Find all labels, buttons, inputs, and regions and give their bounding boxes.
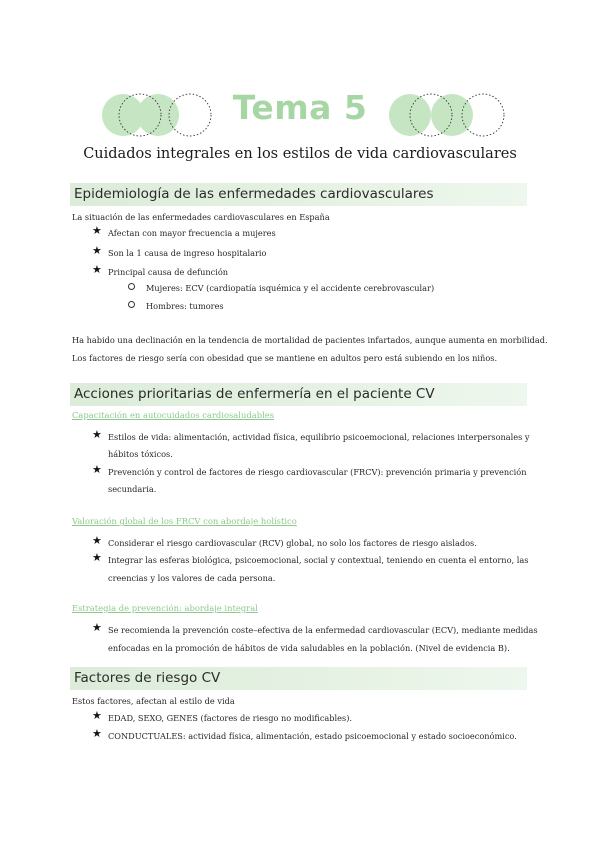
list-item: CONDUCTUALES: actividad física, alimentación, estado psicoemocional y estado socioeconómico. [108, 731, 517, 741]
list-item: Afectan con mayor frecuencia a mujeres [108, 228, 276, 238]
section-heading: Acciones prioritarias de enfermería en el paciente CV [74, 386, 435, 402]
paragraph-line: Los factores de riesgo sería con obesidad que se mantiene en adultos pero está subiendo en los niños. [72, 353, 498, 363]
section-banner-acciones [70, 383, 527, 406]
list-item: Integrar las esferas biológica, psicoemocional, social y contextual, teniendo en cuenta el entorno, las [108, 555, 529, 565]
list-item-continuation: creencias y los valores de cada persona. [108, 573, 276, 583]
star-bullet-icon: ★ [92, 224, 102, 237]
star-bullet-icon: ★ [92, 534, 102, 547]
sub-list-item: Mujeres: ECV (cardiopatía isquémica y el accidente cerebrovascular) [146, 283, 435, 293]
list-item: Considerar el riesgo cardiovascular (RCV) global, no solo los factores de riesgo aislados. [108, 538, 477, 548]
section-heading: Epidemiología de las enfermedades cardiovasculares [74, 186, 434, 202]
list-item-continuation: enfocadas en la promoción de hábitos de vida saludables en la población. (Nivel de evidencia B). [108, 643, 510, 653]
list-item: Estilos de vida: alimentación, actividad física, equilibrio psicoemocional, relaciones interpersonales y [108, 432, 530, 442]
list-item: Se recomienda la prevención coste–efectiva de la enfermedad cardiovascular (ECV), mediante medidas [108, 625, 538, 635]
page-subtitle: Cuidados integrales en los estilos de vida cardiovasculares [83, 146, 517, 162]
star-bullet-icon: ★ [92, 244, 102, 257]
section-intro: Estos factores, afectan al estilo de vida [72, 696, 235, 706]
subsection-title: Estrategia de prevención: abordaje integral [72, 603, 258, 613]
list-item: EDAD, SEXO, GENES (factores de riesgo no modificables). [108, 713, 353, 723]
circle-bullet-icon [128, 283, 135, 290]
list-item: Principal causa de defunción [108, 267, 229, 277]
section-heading: Factores de riesgo CV [74, 670, 221, 686]
sub-list-item: Hombres: tumores [146, 301, 224, 311]
paragraph-line: Ha habido una declinación en la tendencia de mortalidad de pacientes infartados, aunque aumenta en morbilidad. [72, 335, 548, 345]
star-bullet-icon: ★ [92, 428, 102, 441]
star-bullet-icon: ★ [92, 463, 102, 476]
list-item-continuation: hábitos tóxicos. [108, 449, 173, 459]
star-bullet-icon: ★ [92, 551, 102, 564]
section-banner-factores [70, 667, 527, 690]
section-intro: La situación de las enfermedades cardiovasculares en España [72, 212, 330, 222]
subsection-title: Valoración global de los FRCV con abordaje holístico [72, 516, 297, 526]
subsection-title: Capacitación en autocuidados cardiosaludables [72, 410, 275, 420]
section-banner-epidemiologia [70, 183, 527, 206]
circle-bullet-icon [128, 301, 135, 308]
star-bullet-icon: ★ [92, 621, 102, 634]
list-item: Son la 1 causa de ingreso hospitalario [108, 248, 267, 258]
page-title: Tema 5 [232, 88, 368, 127]
list-item: Prevención y control de factores de riesgo cardiovascular (FRCV): prevención primaria y prevención [108, 467, 527, 477]
star-bullet-icon: ★ [92, 727, 102, 740]
star-bullet-icon: ★ [92, 709, 102, 722]
star-bullet-icon: ★ [92, 263, 102, 276]
list-item-continuation: secundaria. [108, 484, 157, 494]
